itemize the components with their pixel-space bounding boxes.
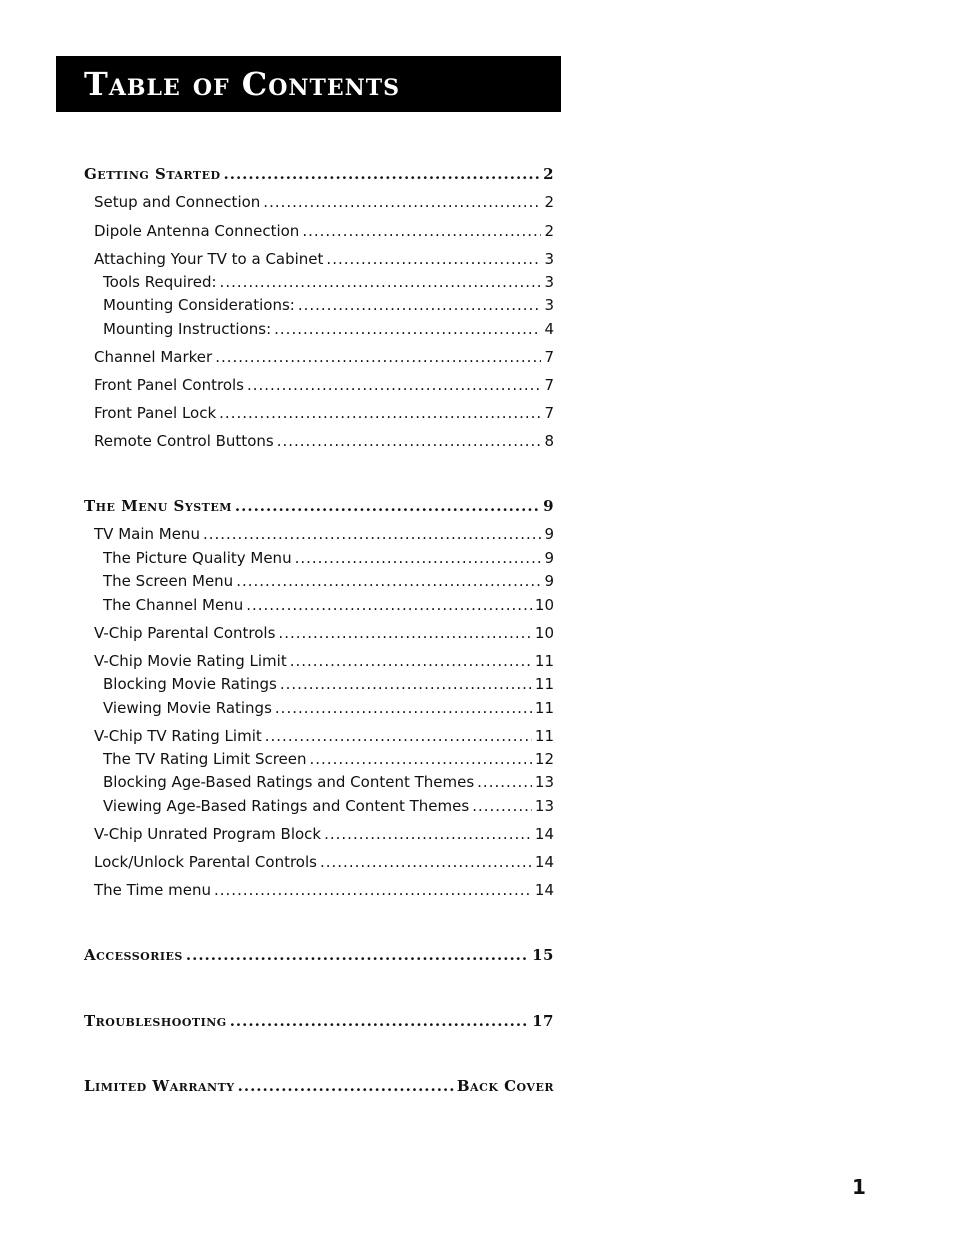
toc-page-number: 15 — [532, 946, 554, 964]
toc-entry-label: Blocking Movie Ratings — [103, 675, 277, 693]
toc-page-number: 10 — [534, 596, 554, 614]
leader-dots — [238, 1076, 454, 1096]
toc-entry-label: Front Panel Lock — [94, 404, 217, 422]
toc-section-menu-system[interactable] — [84, 496, 554, 516]
toc-entry-label: Blocking Age-Based Ratings and Content Themes — [103, 773, 475, 791]
toc-page-number: 11 — [534, 652, 554, 670]
leader-dots — [477, 772, 532, 792]
toc-page-number: 2 — [544, 193, 554, 211]
leader-dots — [215, 347, 541, 367]
leader-dots — [246, 595, 532, 615]
toc-entry-label: Tools Required: — [103, 273, 217, 291]
toc-entry-label: Mounting Instructions: — [103, 320, 272, 338]
toc-section-label: Getting Started — [84, 165, 221, 183]
toc-page-number: 9 — [543, 497, 554, 515]
toc-section-accessories[interactable] — [84, 945, 554, 965]
toc-entry[interactable] — [94, 403, 554, 423]
leader-dots — [220, 272, 542, 292]
toc-entry-label: Lock/Unlock Parental Controls — [94, 853, 317, 871]
leader-dots — [236, 571, 541, 591]
toc-page-number: 4 — [544, 320, 554, 338]
toc-entry-label: The Screen Menu — [103, 572, 234, 590]
toc-subentry[interactable] — [103, 319, 554, 339]
toc-entry[interactable] — [94, 431, 554, 451]
toc-entry-label: V-Chip Parental Controls — [94, 624, 276, 642]
leader-dots — [265, 726, 532, 746]
title-banner — [56, 56, 561, 112]
toc-entry[interactable] — [94, 375, 554, 395]
toc-subentry[interactable] — [103, 295, 554, 315]
leader-dots — [472, 796, 532, 816]
toc-page-number: 7 — [544, 404, 554, 422]
toc-entry[interactable] — [94, 192, 554, 212]
toc-entry[interactable] — [94, 824, 554, 844]
toc-entry-label: Front Panel Controls — [94, 376, 244, 394]
leader-dots — [324, 824, 532, 844]
toc-section-label: Accessories — [84, 946, 183, 964]
leader-dots — [186, 945, 529, 965]
toc-page-number: 2 — [544, 222, 554, 240]
toc-page-number: 9 — [544, 572, 554, 590]
leader-dots — [278, 623, 531, 643]
toc-subentry[interactable] — [103, 272, 554, 292]
toc-subentry[interactable] — [103, 571, 554, 591]
leader-dots — [203, 524, 542, 544]
toc-page-number: Back Cover — [456, 1077, 554, 1095]
toc-entry-label: The Channel Menu — [103, 596, 244, 614]
toc-entry-label: Viewing Movie Ratings — [103, 699, 272, 717]
toc-subentry[interactable] — [103, 749, 554, 769]
leader-dots — [230, 1011, 529, 1031]
toc-subentry[interactable] — [103, 796, 554, 816]
toc-page-number: 13 — [534, 797, 554, 815]
toc-entry[interactable] — [94, 880, 554, 900]
toc-subentry[interactable] — [103, 698, 554, 718]
toc-page-number: 12 — [534, 750, 554, 768]
leader-dots — [310, 749, 532, 769]
toc-entry-label: Remote Control Buttons — [94, 432, 274, 450]
toc-page-number: 11 — [534, 727, 554, 745]
leader-dots — [247, 375, 541, 395]
toc-entry-label: Attaching Your TV to a Cabinet — [94, 250, 324, 268]
toc-subentry[interactable] — [103, 548, 554, 568]
toc-section-troubleshooting[interactable] — [84, 1011, 554, 1031]
toc-entry-label: The Time menu — [94, 881, 211, 899]
toc-section-getting-started[interactable] — [84, 164, 554, 184]
toc-page-number: 3 — [544, 273, 554, 291]
toc-entry[interactable] — [94, 221, 554, 241]
toc-entry-label: The TV Rating Limit Screen — [103, 750, 307, 768]
toc-page-number: 14 — [534, 881, 554, 899]
toc-page-number: 9 — [544, 549, 554, 567]
toc-page-number: 2 — [543, 165, 554, 183]
toc-page-number: 7 — [544, 376, 554, 394]
toc-page-number: 11 — [534, 699, 554, 717]
leader-dots — [224, 164, 541, 184]
toc-page-number: 14 — [534, 825, 554, 843]
leader-dots — [214, 880, 532, 900]
leader-dots — [277, 431, 542, 451]
toc-entry[interactable] — [94, 524, 554, 544]
leader-dots — [235, 496, 540, 516]
leader-dots — [298, 295, 542, 315]
toc-entry-label: V-Chip Movie Rating Limit — [94, 652, 287, 670]
toc-page-number: 13 — [534, 773, 554, 791]
toc-section-label: Limited Warranty — [84, 1077, 235, 1095]
toc-page-number: 3 — [544, 250, 554, 268]
toc-section-label: Troubleshooting — [84, 1012, 227, 1030]
toc-page-number: 11 — [534, 675, 554, 693]
toc-entry[interactable] — [94, 347, 554, 367]
toc-section-limited-warranty[interactable] — [84, 1076, 554, 1096]
toc-subentry[interactable] — [103, 674, 554, 694]
toc-page-number: 14 — [534, 853, 554, 871]
leader-dots — [320, 852, 532, 872]
toc-entry-label: Mounting Considerations: — [103, 296, 295, 314]
toc-entry-label: The Picture Quality Menu — [103, 549, 292, 567]
leader-dots — [290, 651, 532, 671]
leader-dots — [295, 548, 542, 568]
page-number: 1 — [852, 1175, 866, 1199]
toc-page-number: 17 — [532, 1012, 554, 1030]
toc-entry[interactable] — [94, 852, 554, 872]
toc-entry-label: Channel Marker — [94, 348, 213, 366]
toc-entry-label: Viewing Age-Based Ratings and Content Themes — [103, 797, 470, 815]
toc-entry[interactable] — [94, 726, 554, 746]
toc-page-number: 8 — [544, 432, 554, 450]
page-title: Table of Contents — [84, 65, 401, 103]
toc-subentry[interactable] — [103, 772, 554, 792]
toc-page-number: 9 — [544, 525, 554, 543]
toc-section-label: The Menu System — [84, 497, 232, 515]
toc-page-number: 3 — [544, 296, 554, 314]
toc-page-number: 7 — [544, 348, 554, 366]
leader-dots — [219, 403, 541, 423]
toc-entry[interactable] — [94, 623, 554, 643]
leader-dots — [263, 192, 541, 212]
toc-entry-label: Dipole Antenna Connection — [94, 222, 300, 240]
toc-page-number: 10 — [534, 624, 554, 642]
toc-entry-label: V-Chip TV Rating Limit — [94, 727, 262, 745]
toc-subentry[interactable] — [103, 595, 554, 615]
leader-dots — [275, 698, 532, 718]
leader-dots — [274, 319, 541, 339]
toc-entry-label: Setup and Connection — [94, 193, 261, 211]
leader-dots — [326, 249, 541, 269]
leader-dots — [280, 674, 532, 694]
leader-dots — [302, 221, 541, 241]
toc-entry[interactable] — [94, 651, 554, 671]
toc-entry-label: TV Main Menu — [94, 525, 200, 543]
toc-entry-label: V-Chip Unrated Program Block — [94, 825, 322, 843]
toc-entry[interactable] — [94, 249, 554, 269]
